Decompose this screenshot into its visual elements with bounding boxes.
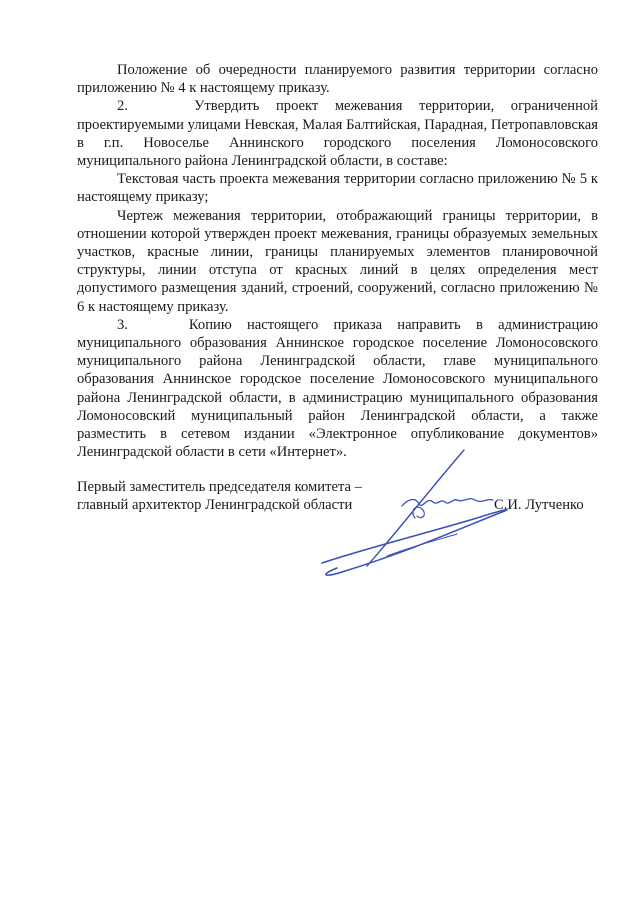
paragraph-drawing: Чертеж межевания территории, отображающий границы территории, в отношении которой утвержден проект межевания, границы образуемых земельных участков, красные линии, границы планируемых элементов планировочной структуры, линии отступа от красных линий в целях определения мест допустимого размещения зданий, строений, сооружений, согласно приложению № 6 к настоящему приказу. xyxy=(77,207,598,315)
signature-block xyxy=(77,478,598,598)
paragraph-priority-regulation: Положение об очередности планируемого развития территории согласно приложению № 4 к настоящему приказу. xyxy=(77,62,598,97)
handwritten-signature xyxy=(297,448,527,598)
paragraph-item-3-send-copy: 3. Копию настоящего приказа направить в администрацию муниципального образования Аннинское городское поселение Ломоносовского муниципального района Ленинградской области, главе муниципального образования Аннинское городское поселение Ломоносовского муниципального района Ленинградской области, в администрацию муниципального образования Ломоносовский муниципальный район Ленинградской области, а также разместить в сетевом издании «Электронное опубликование документов» Ленинградской области в сети «Интернет». xyxy=(77,316,598,461)
signer-name: С.И. Лутченко xyxy=(494,497,584,513)
paragraph-item-2-approve-project: 2. Утвердить проект межевания территории, ограниченной проектируемыми улицами Невская, Малая Балтийская, Парадная, Петропавловская в г.п. Новоселье Аннинского городского поселения Ломоносовского муниципального района Ленинградской области, в составе: xyxy=(77,98,598,170)
document-body xyxy=(77,61,598,461)
signer-position-line-1: Первый заместитель председателя комитета – xyxy=(77,479,362,495)
paragraph-text-part: Текстовая часть проекта межевания территории согласно приложению № 5 к настоящему приказу; xyxy=(77,171,598,206)
signer-position-line-2: главный архитектор Ленинградской области xyxy=(77,497,353,514)
